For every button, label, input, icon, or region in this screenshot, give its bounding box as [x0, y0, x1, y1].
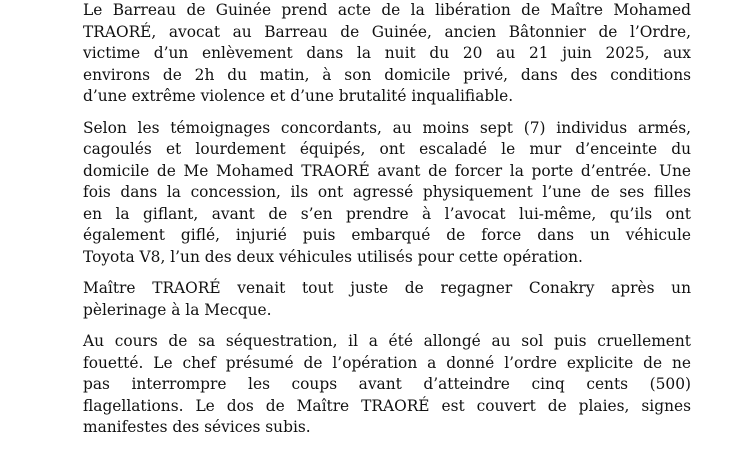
paragraph-line: Maître TRAORÉ venait tout juste de regagner Conakry après un	[83, 279, 691, 297]
paragraph-retour	[83, 278, 691, 321]
paragraph-line: fouetté. Le chef présumé de l’opération a donné l’ordre explicite de ne	[83, 353, 691, 372]
paragraph-line: Toyota V8, l’un des deux véhicules utilisés pour cette opération.	[83, 247, 583, 266]
paragraph-line: fois dans la concession, ils ont agressé physiquement l’une de ses filles	[83, 183, 691, 201]
paragraph-liberation	[83, 0, 691, 108]
paragraph-line: Selon les témoignages concordants, au moins sept (7) individus armés,	[83, 118, 691, 137]
paragraph-line: en la giflant, avant de s’en prendre à l’avocat lui-même, qu’ils ont	[83, 204, 691, 223]
paragraph-line: domicile de Me Mohamed TRAORÉ avant de forcer la porte d’entrée. Une	[83, 161, 691, 180]
paragraph-line: TRAORÉ, avocat au Barreau de Guinée, ancien Bâtonnier de l’Ordre,	[83, 22, 691, 41]
paragraph-line: victime d’un enlèvement dans la nuit du 20 au 21 juin 2025, aux	[83, 44, 691, 62]
paragraph-line: cagoulés et lourdement équipés, ont escaladé le mur d’enceinte du	[83, 140, 691, 158]
paragraph-line: pas interrompre les coups avant d’atteindre cinq cents (500)	[83, 375, 691, 393]
paragraph-temoignages	[83, 118, 691, 269]
paragraph-line: manifestes des sévices subis.	[83, 418, 311, 436]
document-body	[83, 0, 691, 449]
paragraph-line: Au cours de sa séquestration, il a été allongé au sol puis cruellement	[83, 332, 691, 350]
paragraph-line: Le Barreau de Guinée prend acte de la libération de Maître Mohamed	[83, 1, 691, 19]
paragraph-line: également giflé, injurié puis embarqué de force dans un véhicule	[83, 226, 691, 244]
paragraph-line: d’une extrême violence et d’une brutalité inqualifiable.	[83, 87, 514, 105]
paragraph-line: pèlerinage à la Mecque.	[83, 300, 272, 319]
paragraph-sequestration	[83, 331, 691, 439]
paragraph-line: flagellations. Le dos de Maître TRAORÉ est couvert de plaies, signes	[83, 396, 691, 415]
paragraph-line: environs de 2h du matin, à son domicile privé, dans des conditions	[83, 65, 691, 84]
